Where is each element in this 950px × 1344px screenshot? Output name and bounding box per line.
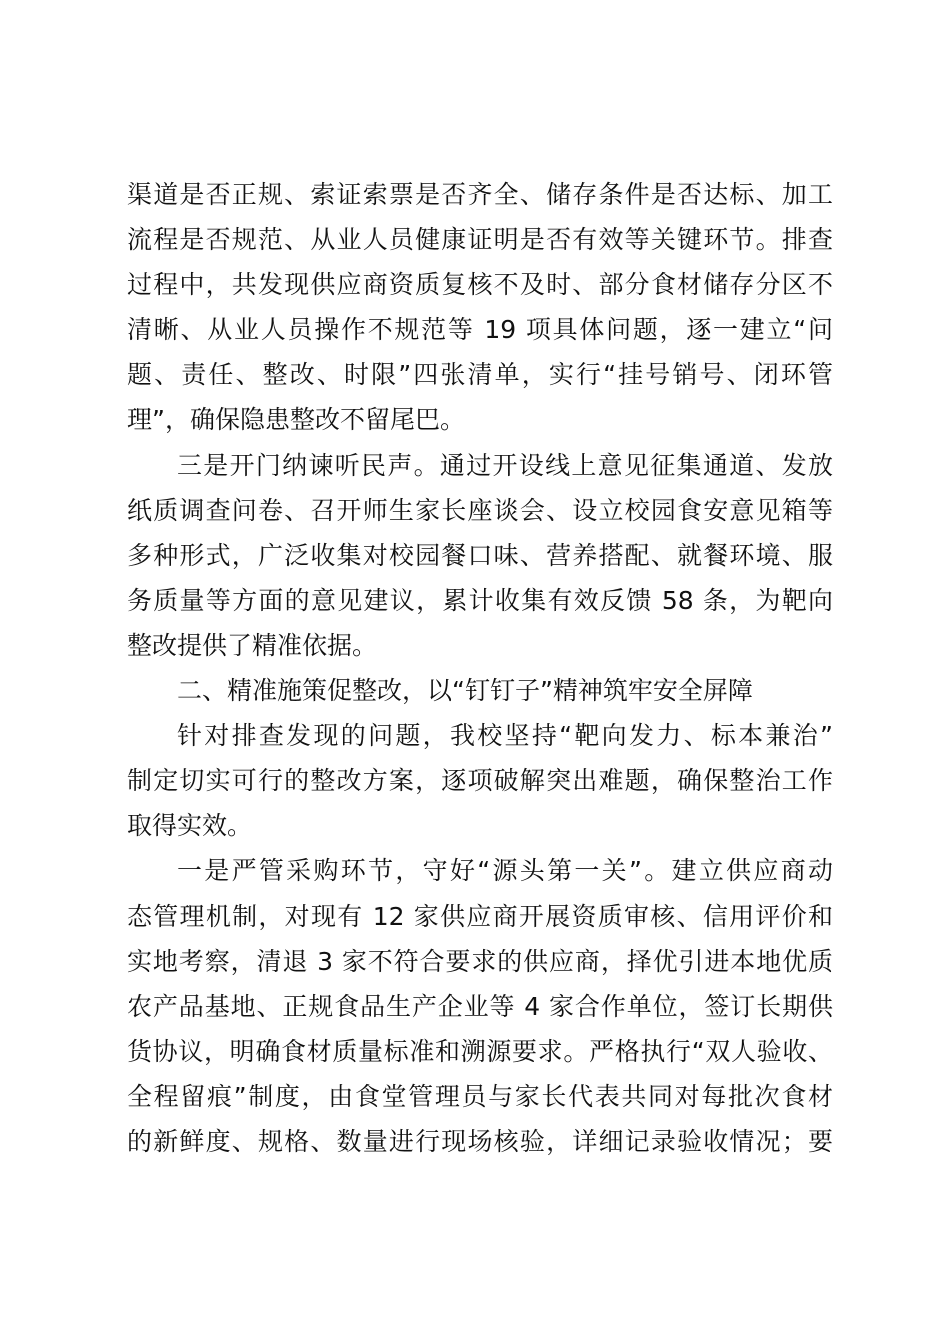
text-line: 实地考察，清退 3 家不符合要求的供应商，择优引进本地优质 — [127, 946, 833, 976]
text-line: 三是开门纳谏听民声。通过开设线上意见征集通道、发放 — [177, 450, 833, 480]
text-line: 理”，确保隐患整改不留尾巴。 — [127, 405, 465, 435]
text-line: 渠道是否正规、索证索票是否齐全、储存条件是否达标、加工 — [127, 180, 833, 209]
text-line: 态管理机制，对现有 12 家供应商开展资质审核、信用评价和 — [127, 901, 833, 931]
text-line: 的新鲜度、规格、数量进行现场核验，详细记录验收情况；要 — [127, 1126, 833, 1156]
text-line: 流程是否规范、从业人员健康证明是否有效等关键环节。排查 — [127, 225, 833, 255]
document-body — [127, 172, 833, 1164]
text-line: 针对排查发现的问题，我校坚持“靶向发力、标本兼治” — [177, 721, 833, 751]
text-line: 全程留痕”制度，由食堂管理员与家长代表共同对每批次食材 — [127, 1081, 833, 1111]
text-line: 过程中，共发现供应商资质复核不及时、部分食材储存分区不 — [127, 270, 833, 300]
text-line: 清晰、从业人员操作不规范等 19 项具体问题，逐一建立“问 — [127, 315, 833, 345]
text-line: 农产品基地、正规食品生产企业等 4 家合作单位，签订长期供 — [127, 991, 833, 1021]
text-line: 整改提供了精准依据。 — [127, 630, 378, 660]
text-line: 货协议，明确食材质量标准和溯源要求。严格执行“双人验收、 — [127, 1036, 833, 1066]
text-line: 制定切实可行的整改方案，逐项破解突出难题，确保整治工作 — [127, 766, 833, 796]
text-line: 纸质调查问卷、召开师生家长座谈会、设立校园食安意见箱等 — [127, 495, 833, 525]
text-line: 取得实效。 — [127, 811, 253, 841]
text-line: 多种形式，广泛收集对校园餐口味、营养搭配、就餐环境、服 — [127, 540, 833, 570]
text-line: 一是严管采购环节，守好“源头第一关”。建立供应商动 — [177, 856, 833, 886]
text-line: 题、责任、整改、时限”四张清单，实行“挂号销号、闭环管 — [127, 360, 833, 390]
text-line: 务质量等方面的意见建议，累计收集有效反馈 58 条，为靶向 — [127, 585, 833, 615]
section-heading: 二、精准施策促整改，以“钉钉子”精神筑牢安全屏障 — [177, 676, 753, 706]
